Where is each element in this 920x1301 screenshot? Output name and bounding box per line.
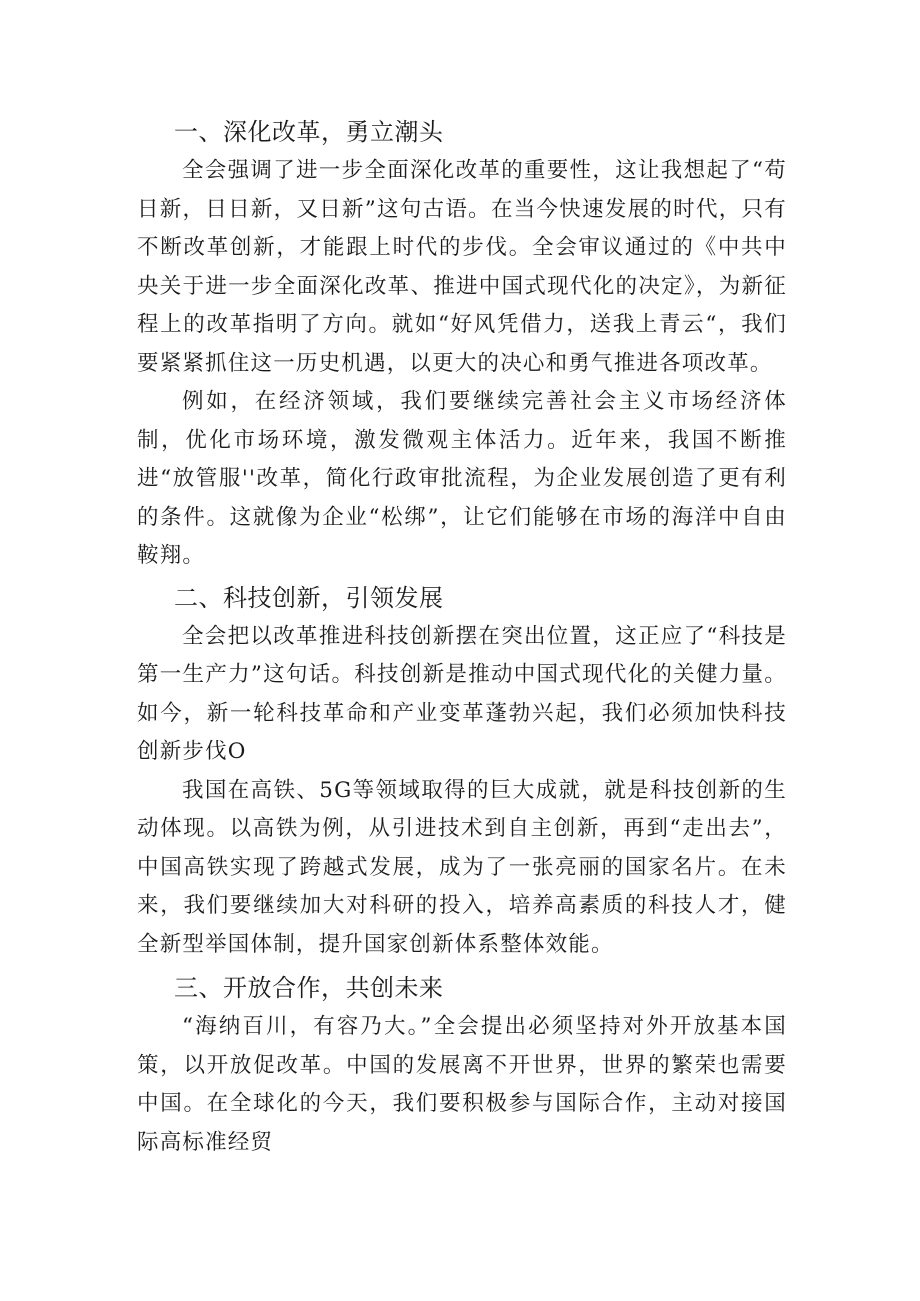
section-heading-reform: 一、深化改革，勇立潮头	[174, 118, 444, 146]
paragraph: 我国在高铁、5G等领域取得的巨大成就，就是科技创新的生动体现。以高铁为例，从引进技术到自主创新，再到“走出去”，中国高铁实现了跨越式发展，成为了一张亮丽的国家名片。在未来，我们要继续加大对科研的投入，培养高素质的科技人才，健全新型举国体制，提升国家创新体系整体效能。	[137, 777, 787, 957]
paragraph: 全会把以改革推进科技创新摆在突出位置，这正应了“科技是第一生产力”这句话。科技创新是推动中国式现代化的关健力量。如今，新一轮科技革命和产业变革蓬勃兴起，我们必须加快科技创新步伐O	[137, 623, 787, 764]
document-page	[137, 112, 787, 1162]
paragraph: “海纳百川，有容乃大。”全会提出必须坚持对外开放基本国策，以开放促改革。中国的发展离不开世界，世界的繁荣也需要中国。在全球化的今天，我们要积极参与国际合作，主动对接国际高标准经贸	[137, 1014, 787, 1155]
section-heading-openness: 三、开放合作，共创未来	[174, 974, 444, 1002]
paragraph: 全会强调了进一步全面深化改革的重要性，这让我想起了“苟日新，日日新，又日新”这句古语。在当今快速发展的时代，只有不断改革创新，才能跟上时代的步伐。全会审议通过的《中共中央关于进一步全面深化改革、推进中国式现代化的决定》，为新征程上的改革指明了方向。就如“好风凭借力，送我上青云“，我们要紧紧抓住这一历史机遇，以更大的决心和勇气推进各项改革。	[137, 158, 787, 376]
section-heading-innovation: 二、科技创新，引领发展	[174, 583, 444, 612]
paragraph: 例如，在经济领域，我们要继续完善社会主义市场经济体制，优化市场环境，激发微观主体活力。近年来，我国不断推进“放管服''改革，简化行政审批流程，为企业发展创造了更有利的条件。这就像为企业“松绑”，让它们能够在市场的海洋中自由鞍翔。	[137, 389, 787, 568]
